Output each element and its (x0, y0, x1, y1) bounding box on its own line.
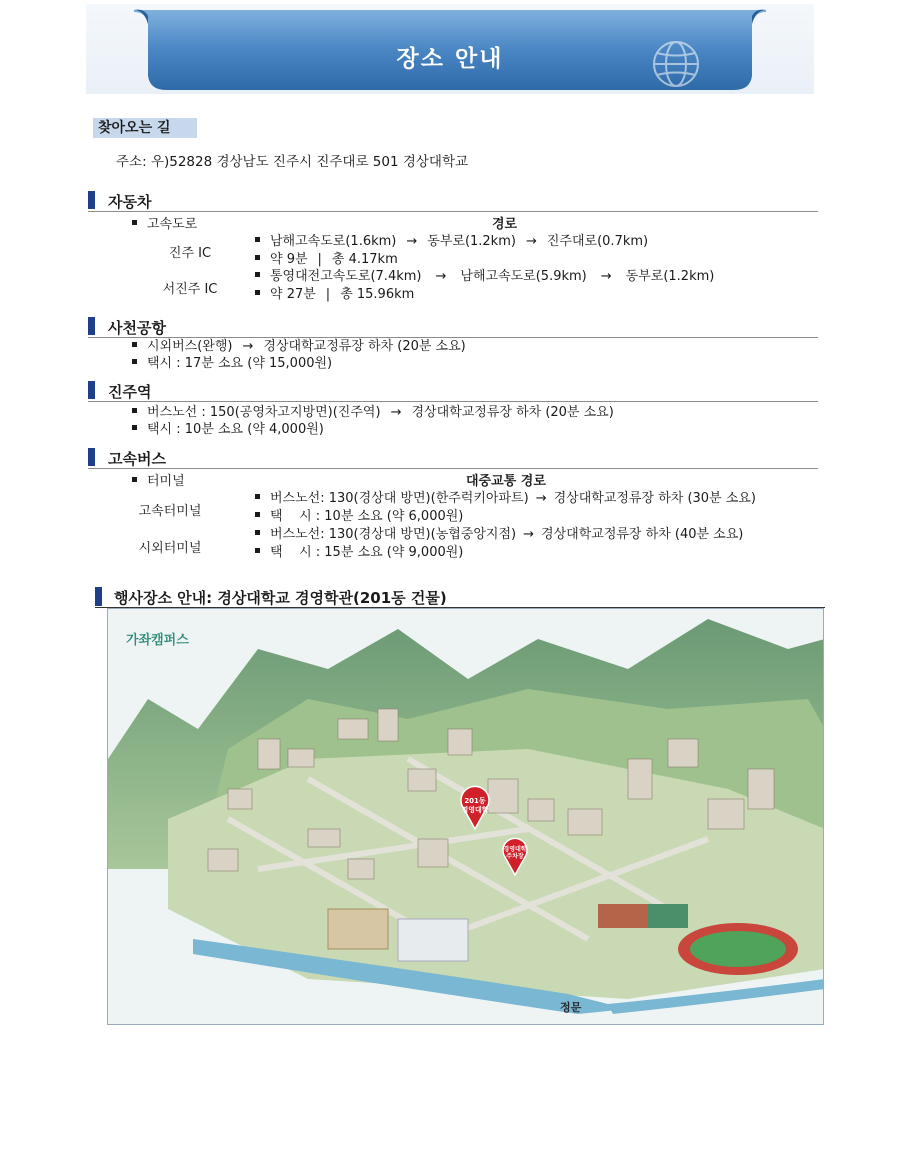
address-text: 주소: 우)52828 경상남도 진주시 진주대로 501 경상대학교 (116, 154, 469, 170)
terminal-name: 고속터미널 (138, 504, 202, 519)
bus-col-left: 터미널 (132, 474, 185, 490)
airport-taxi-line: 택시 : 17분 소요 (약 15,000원) (132, 356, 332, 372)
route-time: 약 27분 | 총 15.96km (255, 287, 414, 303)
section-station (88, 380, 818, 402)
terminal-taxi: 택 시 : 15분 소요 (약 9,000원) (255, 545, 463, 561)
section-airport (88, 316, 818, 338)
section-title-airport: 사천공항 (108, 319, 166, 337)
station-taxi-line: 택시 : 10분 소요 (약 4,000원) (132, 422, 324, 438)
title-banner (86, 4, 814, 94)
section-bus (88, 447, 818, 469)
section-title-event: 행사장소 안내: 경상대학교 경영학관(201동 건물) (114, 589, 447, 607)
route-time: 약 9분 | 총 4.17km (255, 252, 398, 268)
route-path: 통영대전고속도로(7.4km) → 남해고속도로(5.9km) → 동부로(1.2km) (255, 269, 714, 285)
section-car (88, 190, 818, 212)
route-ic-name: 서진주 IC (162, 282, 218, 297)
terminal-name: 시외터미널 (138, 541, 202, 556)
car-col-right: 경로 (492, 217, 518, 232)
section-event (95, 586, 825, 608)
section-marker (88, 191, 95, 209)
route-ic-name: 진주 IC (168, 246, 212, 261)
terminal-taxi: 택 시 : 10분 소요 (약 6,000원) (255, 509, 463, 525)
page-title: 장소 안내 (396, 46, 504, 72)
station-bus-line: 버스노선 : 150(공영차고지방면)(진주역) → 경상대학교정류장 하차 (20분 소요) (132, 405, 614, 421)
pin-parking-label: 경영대학 주차장 (503, 846, 527, 860)
bus-col-right: 대중교통 경로 (466, 474, 546, 489)
section-marker (88, 448, 95, 466)
section-title-station: 진주역 (108, 383, 152, 401)
section-title-bus: 고속버스 (108, 450, 166, 468)
main-gate-label: 정문 (560, 1001, 582, 1014)
section-marker (88, 381, 95, 399)
section-title-car: 자동차 (108, 193, 152, 211)
section-marker (95, 587, 102, 606)
terminal-bus-route: 버스노선: 130(경상대 방면)(한주럭키아파트) → 경상대학교정류장 하차 (30분 소요) (255, 491, 756, 507)
directions-label: 찾아오는 길 (93, 118, 197, 138)
terminal-bus-route: 버스노선: 130(경상대 방면)(농협중앙지점) → 경상대학교정류장 하차 (40분 소요) (255, 527, 743, 543)
airport-bus-line: 시외버스(완행) → 경상대학교정류장 하차 (20분 소요) (132, 339, 466, 355)
car-col-left: 고속도로 (132, 217, 197, 233)
campus-name: 가좌캠퍼스 (126, 633, 189, 648)
pin-building-label: 201동 경영대학 (461, 797, 489, 814)
route-path: 남해고속도로(1.6km) → 동부로(1.2km) → 진주대로(0.7km) (255, 234, 648, 250)
section-marker (88, 317, 95, 335)
campus-map (107, 608, 824, 1025)
